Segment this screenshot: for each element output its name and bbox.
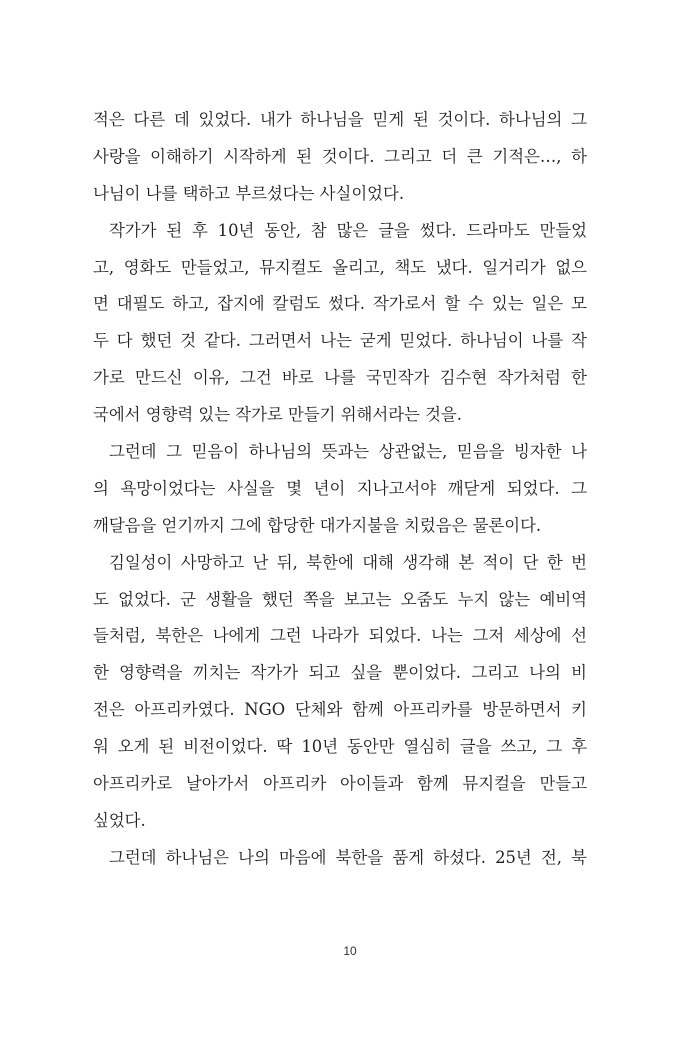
text-line: 고, 영화도 만들었고, 뮤지컬도 올리고, 책도 냈다. 일거리가 없으 [93,257,587,277]
text-line: 그런데 하나님은 나의 마음에 북한을 품게 하셨다. 25년 전, 북 [109,847,587,867]
text-line: 사랑을 이해하기 시작하게 된 것이다. 그리고 더 큰 기적은…, 하 [93,146,587,166]
text-line: 깨달음을 얻기까지 그에 합당한 대가지불을 치렀음은 물론이다. [93,515,542,535]
text-line: 가로 만드신 이유, 그건 바로 나를 국민작가 김수현 작가처럼 한 [93,368,587,388]
text-line: 면 대필도 하고, 잡지에 칼럼도 썼다. 작가로서 할 수 있는 일은 모 [93,294,587,314]
text-line: 김일성이 사망하고 난 뒤, 북한에 대해 생각해 본 적이 단 한 번 [109,552,587,572]
text-line: 도 없었다. 군 생활을 했던 쪽을 보고는 오줌도 누지 않는 예비역 [93,589,587,609]
page-number: 10 [343,944,357,958]
text-line: 국에서 영향력 있는 작가로 만들기 위해서라는 것을. [93,405,462,425]
text-line: 들처럼, 북한은 나에게 그런 나라가 되었다. 나는 그저 세상에 선 [93,626,587,646]
text-line: 아프리카로 날아가서 아프리카 아이들과 함께 뮤지컬을 만들고 [93,774,587,794]
text-line: 의 욕망이었다는 사실을 몇 년이 지나고서야 깨닫게 되었다. 그 [93,478,587,498]
text-line: 한 영향력을 끼치는 작가가 되고 싶을 뿐이었다. 그리고 나의 비 [93,663,587,683]
text-line: 그런데 그 믿음이 하나님의 뜻과는 상관없는, 믿음을 빙자한 나 [109,442,587,462]
text-line: 작가가 된 후 10년 동안, 참 많은 글을 썼다. 드라마도 만들었 [109,220,587,240]
text-line: 싶었다. [93,810,146,830]
text-line: 워 오게 된 비전이었다. 딱 10년 동안만 열심히 글을 쓰고, 그 후 [93,737,587,757]
text-line: 전은 아프리카였다. NGO 단체와 함께 아프리카를 방문하면서 키 [93,700,587,720]
text-line: 적은 다른 데 있었다. 내가 하나님을 믿게 된 것이다. 하나님의 그 [93,110,587,129]
text-line: 나님이 나를 택하고 부르셨다는 사실이었다. [93,183,405,203]
body-text [93,102,587,877]
text-line: 두 다 했던 것 같다. 그러면서 나는 굳게 믿었다. 하나님이 나를 작 [93,331,587,351]
